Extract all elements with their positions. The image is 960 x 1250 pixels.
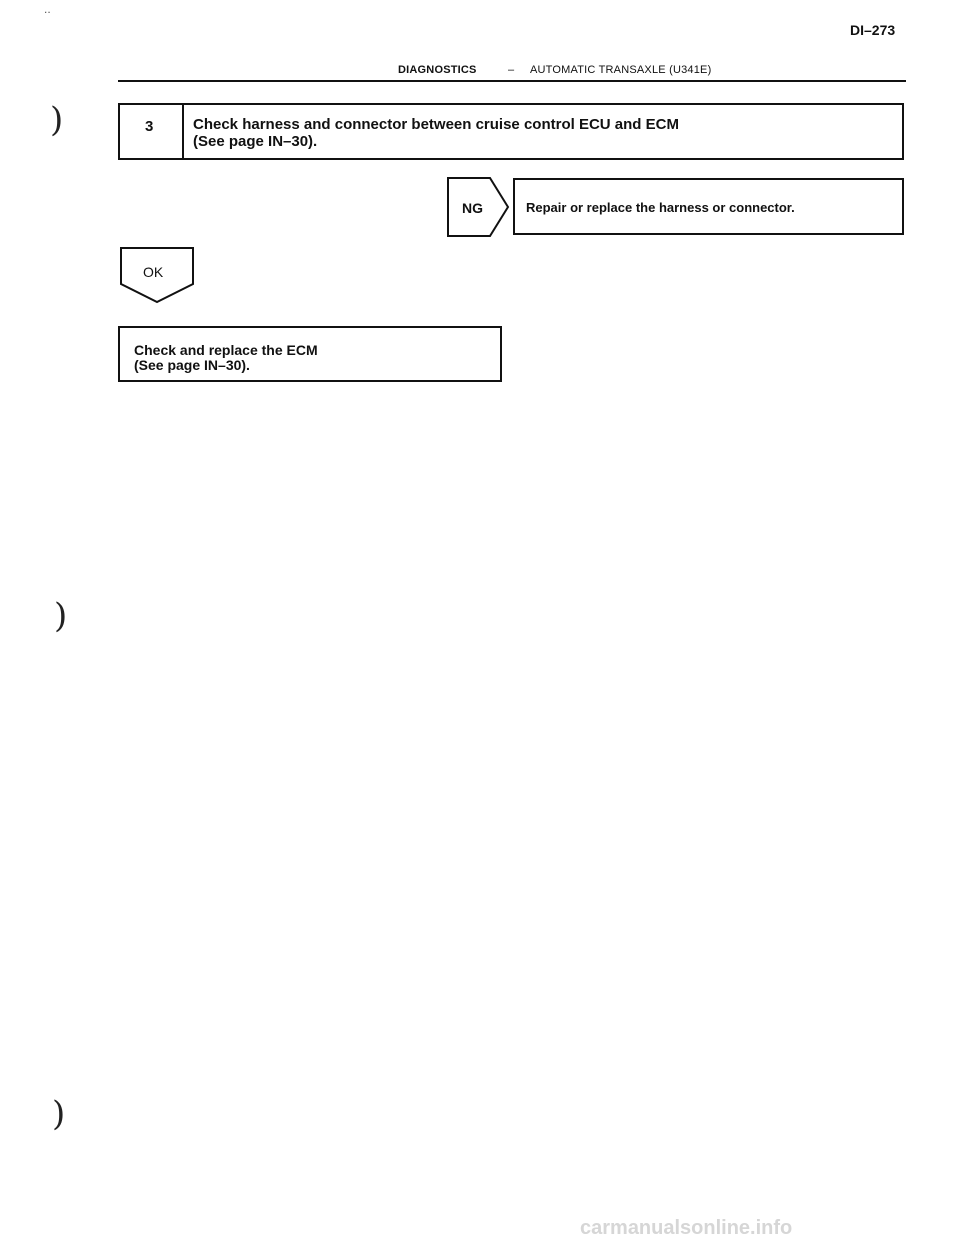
watermark: carmanualsonline.info: [580, 1217, 793, 1239]
result-text-line2: (See page IN–30).: [134, 357, 250, 373]
step-instruction-line2: (See page IN–30).: [193, 133, 318, 150]
step-divider: [182, 103, 184, 160]
step-instruction-line1: Check harness and connector between cruise control ECU and ECM: [193, 116, 679, 133]
step-number: 3: [145, 118, 154, 135]
result-text-line1: Check and replace the ECM: [134, 342, 318, 358]
page-code: DI–273: [850, 22, 896, 38]
header-subsection: AUTOMATIC TRANSAXLE (U341E): [530, 64, 712, 76]
scan-dot: ..: [44, 2, 51, 16]
header-section: DIAGNOSTICS: [398, 64, 477, 76]
ng-action-text: Repair or replace the harness or connector.: [526, 200, 795, 215]
step-instruction: [193, 116, 679, 150]
header-separator: –: [508, 64, 515, 76]
binder-mark: ): [50, 100, 64, 140]
binder-mark: ): [54, 596, 68, 636]
result-text: [134, 343, 318, 373]
ok-label: OK: [143, 264, 164, 280]
header-rule: [118, 80, 906, 82]
binder-mark: ): [52, 1094, 66, 1134]
ng-label: NG: [462, 200, 483, 216]
